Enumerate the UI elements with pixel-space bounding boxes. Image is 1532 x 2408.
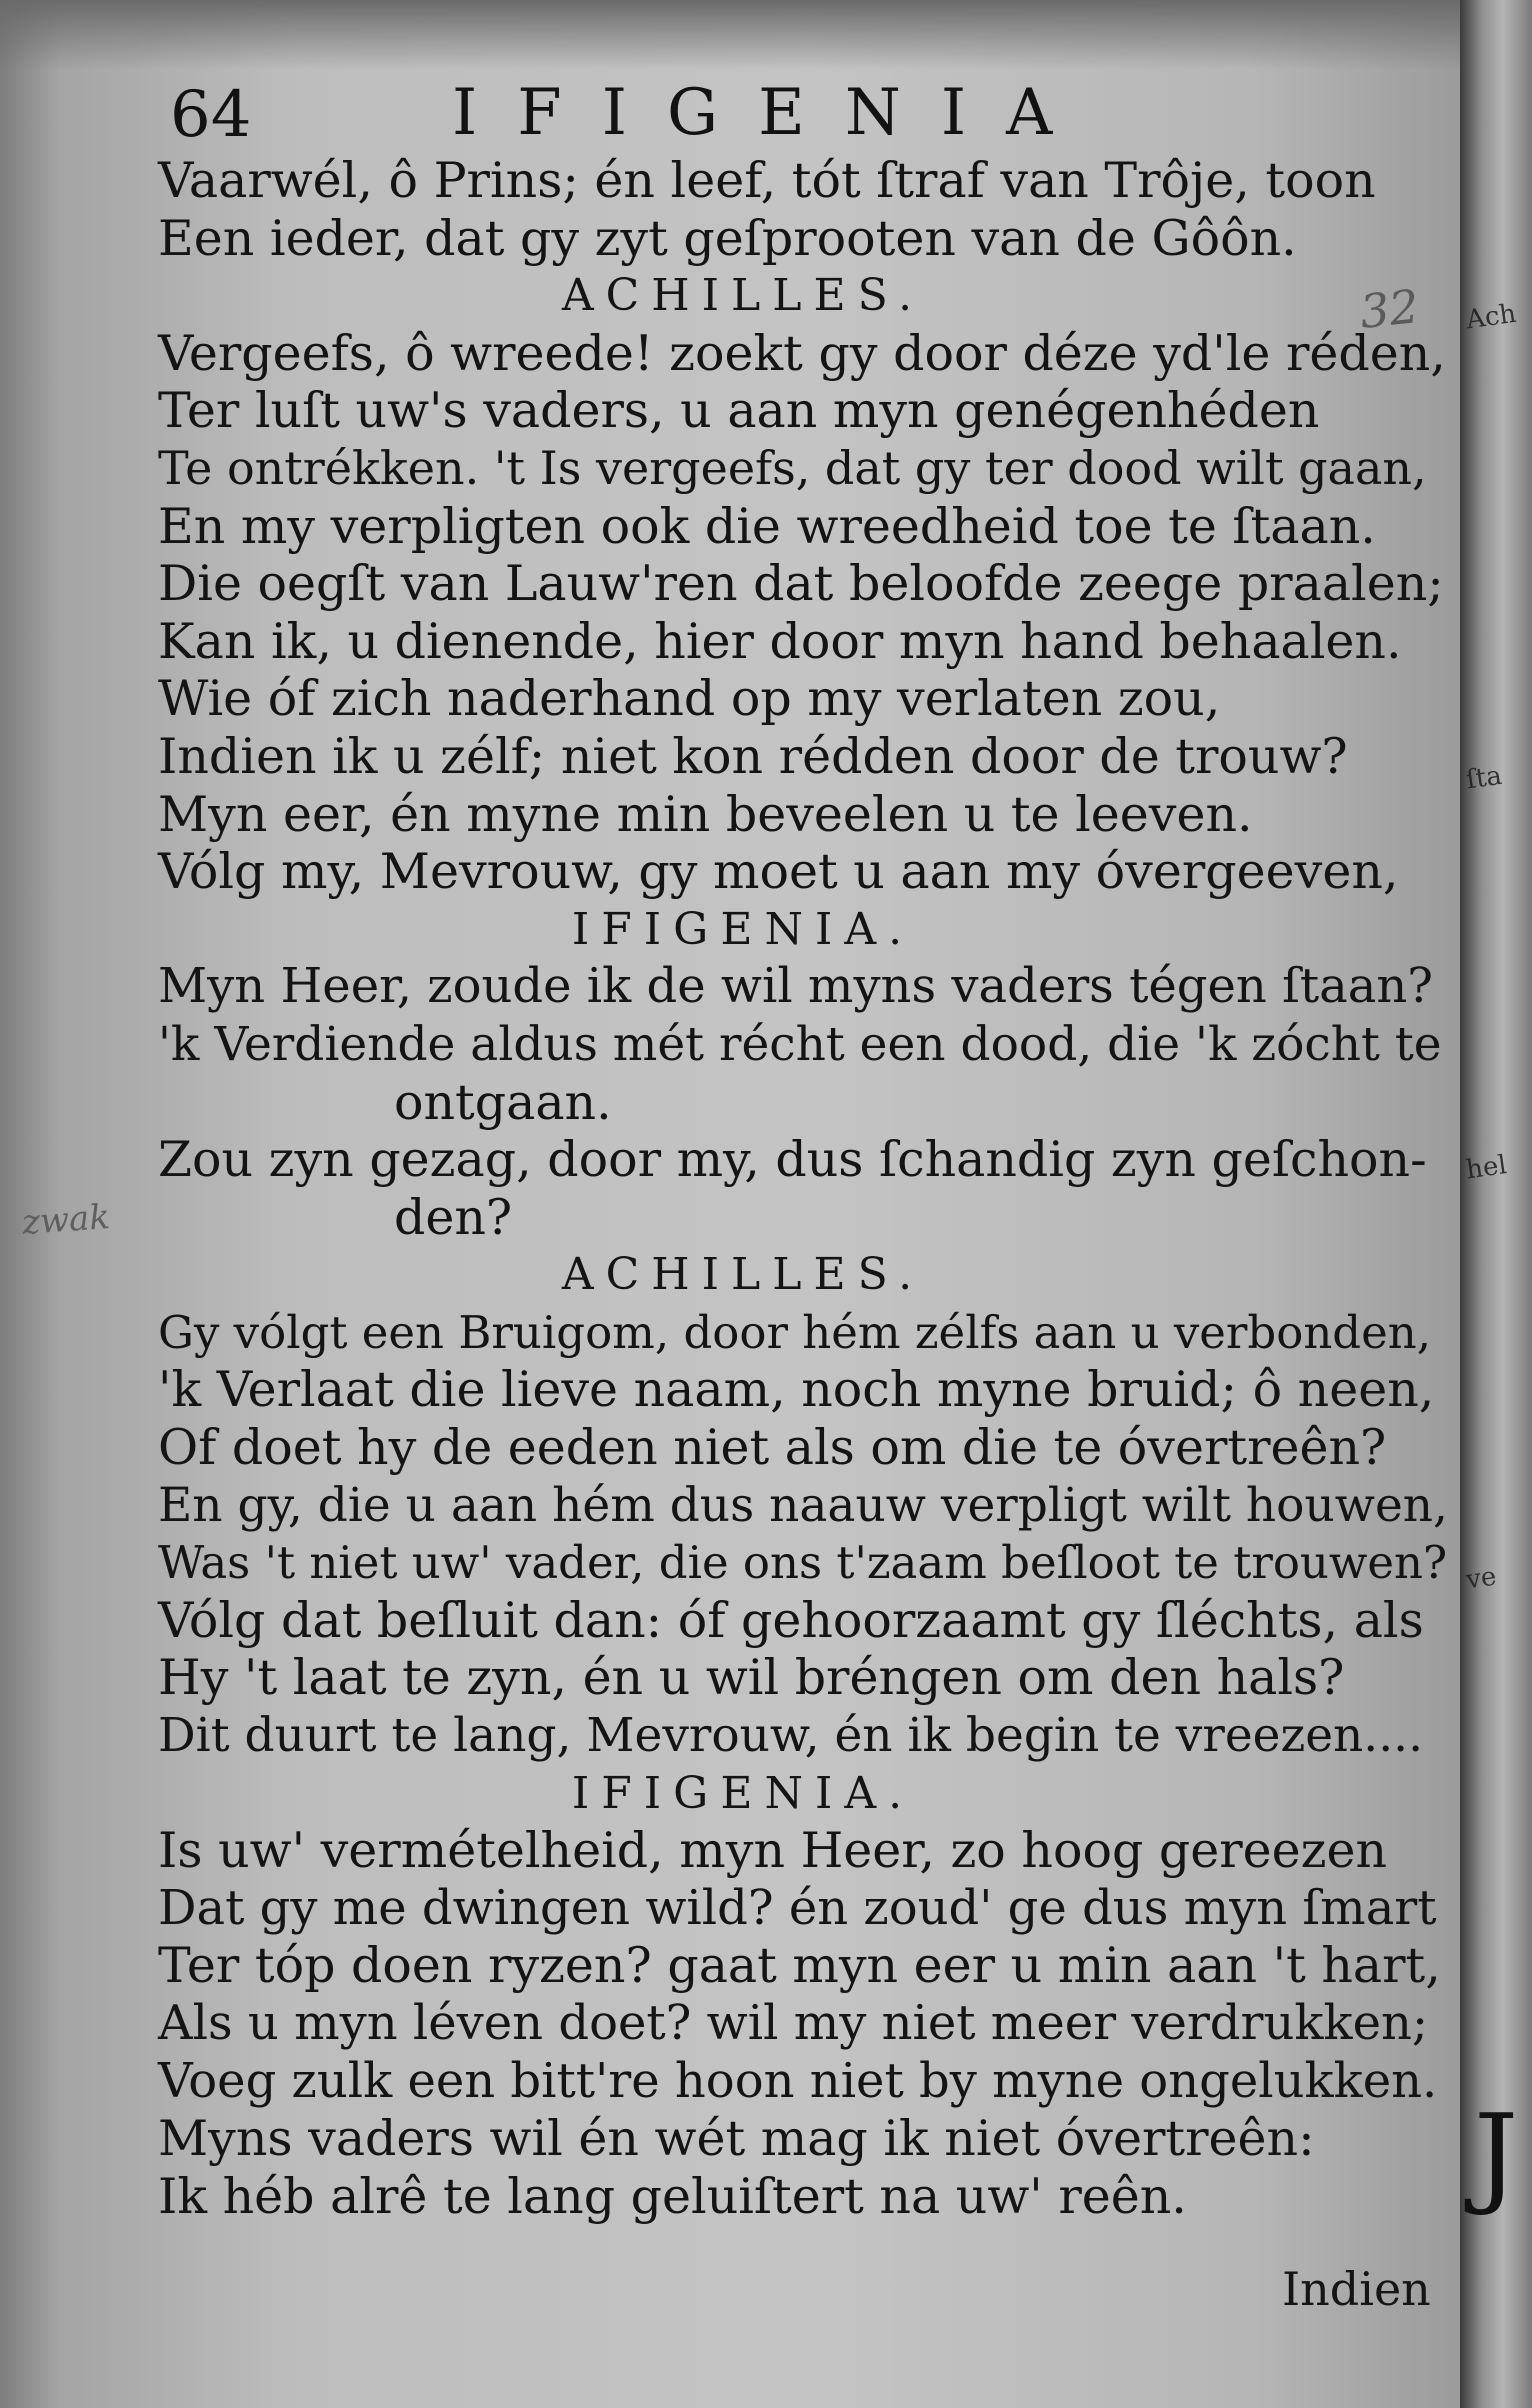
- adjacent-page-edge: [1460, 0, 1532, 2408]
- verse-line: Die oegſt van Lauw'ren dat beloofde zeege praalen;: [158, 555, 1444, 613]
- speaker-heading: IFIGENIA.: [571, 1767, 915, 1819]
- verse-line: Een ieder, dat gy zyt geſprooten van de Gôôn.: [158, 209, 1297, 267]
- verse-line: Ter luſt uw's vaders, u aan myn genégenhéden: [158, 382, 1320, 440]
- page-number: 64: [170, 78, 252, 152]
- verse-line: Was 't niet uw' vader, die ons t'zaam beſloot te trouwen?: [158, 1536, 1448, 1590]
- verse-line: Vergeefs, ô wreede! zoekt gy door déze yd'le réden,: [158, 324, 1446, 382]
- verse-line: Myn Heer, zoude ik de wil myns vaders tégen ſtaan?: [158, 958, 1433, 1015]
- verse-line: En my verpligten ook die wreedheid toe te ſtaan.: [158, 497, 1376, 555]
- verse-line: Als u myn léven doet? wil my niet meer verdrukken;: [158, 1995, 1429, 2051]
- verse-line: Of doet hy de eeden niet als om die te óvertreên?: [158, 1419, 1387, 1477]
- adjacent-page-text-fragment: ſta: [1464, 760, 1504, 796]
- verse-line: Is uw' vermételheid, myn Heer, zo hoog gereezen: [158, 1822, 1388, 1880]
- catchword: Indien: [1282, 2262, 1431, 2316]
- speaker-heading: ACHILLES.: [561, 270, 925, 322]
- verse-line: Myn eer, én myne min beveelen u te leeven.: [158, 785, 1253, 843]
- verse-line: En gy, die u aan hém dus naauw verpligt wilt houwen,: [158, 1477, 1448, 1533]
- verse-line: Ik héb alrê te lang geluiſtert na uw' reên.: [158, 2167, 1187, 2225]
- verse-line: Vólg dat beſluit dan: óf gehoorzaamt gy ſléchts, als: [158, 1591, 1424, 1649]
- verse-line: Gy vólgt een Bruigom, door hém zélfs aan u verbonden,: [158, 1305, 1432, 1359]
- speaker-heading: ACHILLES.: [561, 1249, 925, 1301]
- speaker-heading: IFIGENIA.: [571, 903, 915, 955]
- verse-line: Te ontrékken. 't Is vergeefs, dat gy ter dood wilt gaan,: [158, 440, 1427, 495]
- verse-continuation: den?: [394, 1188, 513, 1246]
- handwritten-folio-mark: 32: [1357, 279, 1422, 339]
- verse-line: Dat gy me dwingen wild? én zoud' ge dus myn ſmart: [158, 1879, 1437, 1936]
- page-header: [0, 70, 1470, 160]
- verse-line: 'k Verdiende aldus mét récht een dood, die 'k zócht te: [158, 1016, 1442, 1072]
- verse-line: Vaarwél, ô Prins; én leef, tót ſtraf van Trôje, toon: [158, 152, 1376, 209]
- verse-line: 'k Verlaat die lieve naam, noch myne bruid; ô neen,: [158, 1361, 1435, 1419]
- verse-continuation: ontgaan.: [394, 1073, 612, 1131]
- verse-line: Kan ik, u dienende, hier door myn hand behaalen.: [158, 612, 1402, 670]
- verse-line: Hy 't laat te zyn, én u wil bréngen om den hals?: [158, 1649, 1345, 1707]
- adjacent-page-initial: J: [1474, 2090, 1519, 2218]
- verse-line: Dit duurt te lang, Mevrouw, én ik begin te vreezen....: [158, 1708, 1424, 1764]
- adjacent-page-text-fragment: Ach: [1464, 298, 1519, 336]
- verse-line: Vólg my, Mevrouw, gy moet u aan my óvergeeven,: [158, 843, 1399, 901]
- verse-line: Zou zyn gezag, door my, dus ſchandig zyn geſchon-: [158, 1131, 1427, 1189]
- running-title: IFIGENIA: [452, 76, 1093, 150]
- verse-line: Wie óf zich naderhand op my verlaten zou,: [158, 670, 1221, 728]
- verse-line: Indien ik u zélf; niet kon rédden door de trouw?: [158, 727, 1348, 785]
- verse-text-block: [158, 152, 1448, 2225]
- handwritten-margin-note: zwak: [20, 1196, 112, 1244]
- verse-line: Myns vaders wil én wét mag ik niet óvertreên:: [158, 2110, 1315, 2168]
- verse-line: Voeg zulk een bitt're hoon niet by myne ongelukken.: [158, 2052, 1438, 2109]
- page-top-shadow: [0, 0, 1470, 70]
- adjacent-page-text-fragment: ve: [1464, 1561, 1499, 1596]
- adjacent-page-text-fragment: hel: [1464, 1150, 1509, 1186]
- verse-line: Ter tóp doen ryzen? gaat myn eer u min aan 't hart,: [158, 1937, 1441, 1995]
